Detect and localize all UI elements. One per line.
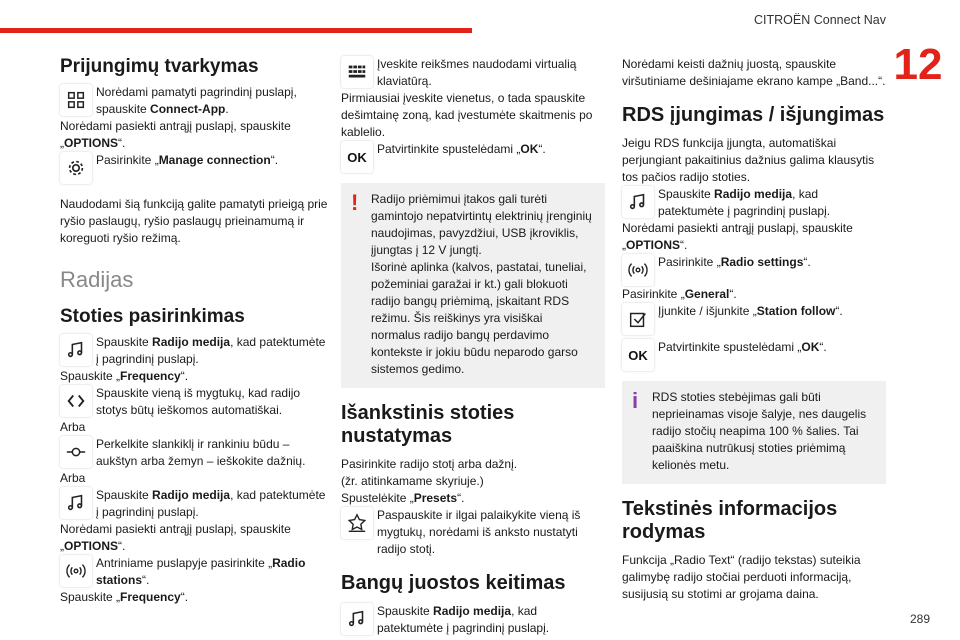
text-bold: OPTIONS xyxy=(64,136,119,150)
keyboard-icon xyxy=(341,56,373,88)
text-bold: Radio settings xyxy=(720,255,804,269)
text: Pasirinkite „ xyxy=(622,287,685,301)
heading-band: Bangų juostos keitimas xyxy=(341,572,566,594)
step-radio-media-4 xyxy=(622,186,886,220)
heading-rds: RDS įjungimas / išjungimas xyxy=(622,104,885,126)
paragraph: Arba xyxy=(60,471,86,485)
text: “. xyxy=(142,573,150,587)
text: “. xyxy=(835,304,843,318)
paragraph xyxy=(622,286,886,303)
step-keyboard xyxy=(341,56,605,90)
presets-icon xyxy=(341,507,373,539)
ok-label: OK xyxy=(628,347,648,363)
step-radio-media-2 xyxy=(60,487,328,521)
info-icon: i xyxy=(632,388,639,413)
text: “. xyxy=(270,153,279,167)
text-bold: Radijo medija xyxy=(152,335,231,349)
column-1 xyxy=(60,56,328,606)
chapter-number: 12 xyxy=(893,40,943,89)
text: , kad patektumėte į pagrindinį puslapį. xyxy=(96,488,326,519)
paragraph: Funkcija „Radio Text“ (radijo tekstas) suteikia galimybę radijo stočiai perduoti informaciją, susijusią su stotimi ar grojama daina. xyxy=(622,553,861,601)
text-bold: Radijo medija xyxy=(714,187,793,201)
text: “. xyxy=(819,340,827,354)
step-ok-2 xyxy=(622,339,886,371)
text-bold: Radio stations xyxy=(96,556,306,587)
text-bold: Frequency xyxy=(120,369,181,383)
paragraph xyxy=(60,368,328,385)
text: Patvirtinkite spustelėdami „ xyxy=(377,142,521,156)
step-radio-stations xyxy=(60,555,328,589)
text: Spauskite „ xyxy=(60,590,121,604)
checkbox-icon xyxy=(622,303,654,335)
warning-icon: ! xyxy=(351,190,359,215)
radio-settings-icon xyxy=(622,254,654,286)
heading-connections: Prijungimų tvarkymas xyxy=(60,56,259,77)
text: “. xyxy=(457,491,465,505)
heading-preset: Išankstinis stoties nustatymas xyxy=(341,402,515,447)
header-title: CITROËN Connect Nav xyxy=(754,13,886,27)
apps-icon xyxy=(60,84,92,116)
text-bold: Manage connection xyxy=(158,153,271,167)
text: Spauskite vieną iš mygtukų, kad radijo stotys būtų ieškomos automatiškai. xyxy=(96,386,301,417)
slider-icon xyxy=(60,436,92,468)
paragraph xyxy=(60,589,328,606)
column-2 xyxy=(341,56,605,637)
info-note xyxy=(622,381,886,484)
step-presets xyxy=(341,507,605,558)
music-note-icon xyxy=(60,334,92,366)
text: “. xyxy=(118,136,126,150)
text-bold: Radijo medija xyxy=(152,488,231,502)
text: Spauskite xyxy=(96,335,153,349)
text-bold: Presets xyxy=(413,491,458,505)
text: Spauskite „ xyxy=(60,369,121,383)
text: Pasirinkite „ xyxy=(96,153,159,167)
music-note-icon xyxy=(622,186,654,218)
step-radio-media xyxy=(60,334,328,368)
text: “. xyxy=(538,142,546,156)
text: Paspauskite ir ilgai palaikykite vieną iš mygtukų, norėdami iš anksto nustatyti radijo stotį. xyxy=(377,508,581,556)
text: “. xyxy=(180,590,189,604)
radio-stations-icon xyxy=(60,555,92,587)
text: Norėdami pamatyti pagrindinį puslapį, spauskite xyxy=(96,85,297,116)
step-connect-app xyxy=(60,84,328,118)
text-bold: Frequency xyxy=(120,590,181,604)
text: Spauskite xyxy=(96,488,153,502)
step-slider xyxy=(60,436,328,470)
warning-note xyxy=(341,183,605,388)
text: Spustelėkite „ xyxy=(341,491,414,505)
heading-text-info: Tekstinės informacijos rodymas xyxy=(622,498,838,543)
text: . xyxy=(225,102,229,116)
text-bold: OK xyxy=(801,340,820,354)
text-bold: Connect-App xyxy=(150,102,226,116)
ok-icon xyxy=(622,339,654,371)
text: “. xyxy=(118,539,126,553)
text: Spauskite xyxy=(658,187,715,201)
ok-label: OK xyxy=(347,149,367,165)
step-radio-media-3 xyxy=(341,603,605,637)
text: Norėdami pasiekti antrąjį puslapį, spauskite „ xyxy=(60,119,291,150)
chevrons-icon xyxy=(60,385,92,417)
text: Pasirinkite „ xyxy=(658,255,721,269)
text: Spauskite xyxy=(377,604,434,618)
paragraph xyxy=(60,118,328,152)
heading-station-select: Stoties pasirinkimas xyxy=(60,306,245,327)
page-number: 289 xyxy=(909,612,930,626)
header-accent-bar xyxy=(0,28,472,33)
music-note-icon xyxy=(60,487,92,519)
text: , kad patektumėte į pagrindinį puslapį. xyxy=(96,335,326,366)
column-3 xyxy=(622,56,886,603)
paragraph xyxy=(341,490,605,507)
text-bold: General xyxy=(684,287,730,301)
music-note-icon xyxy=(341,603,373,635)
text: “. xyxy=(729,287,737,301)
paragraph: Pasirinkite radijo stotį arba dažnį. xyxy=(341,457,518,471)
step-manage-connection xyxy=(60,152,328,184)
step-station-follow xyxy=(622,303,886,335)
text: Antriniame puslapyje pasirinkite „ xyxy=(96,556,273,570)
text-bold: Radijo medija xyxy=(433,604,512,618)
step-auto-search xyxy=(60,385,328,419)
text-bold: Station follow xyxy=(756,304,836,318)
text-bold: OPTIONS xyxy=(64,539,119,553)
text: Patvirtinkite spustelėdami „ xyxy=(658,340,802,354)
warning-text: Išorinė aplinka (kalvos, pastatai, tuneliai, požeminiai garažai ir kt.) gali blokuoti radijo bangų priėmimą, įskaitant RDS režimu. Šis reiškinys yra visiškai normalus radijo bangų perdavimo kontekste ir jokiu būdu neparodo garso sistemos gedimo. xyxy=(371,260,587,376)
text: Norėdami pasiekti antrąjį puslapį, spauskite „ xyxy=(60,522,291,553)
text: Norėdami pasiekti antrąjį puslapį, spauskite „ xyxy=(622,221,853,252)
paragraph: (žr. atitinkamame skyriuje.) xyxy=(341,474,484,488)
step-ok xyxy=(341,141,605,173)
text: Įjunkite / išjunkite „ xyxy=(658,304,757,318)
paragraph: Arba xyxy=(60,420,86,434)
paragraph xyxy=(60,521,328,555)
heading-radio: Radijas xyxy=(60,267,134,292)
text: “. xyxy=(803,255,811,269)
warning-text: Radijo priėmimui įtakos gali turėti gamintojo nepatvirtintų elektrinių įrenginių naudojimas, pavyzdžiui, USB įkroviklis, įjungtas į 12 V jungtį. xyxy=(371,192,592,257)
text: Perkelkite slankiklį ir rankiniu būdu – aukštyn arba žemyn – ieškokite dažnių. xyxy=(96,437,306,468)
text-bold: OK xyxy=(520,142,539,156)
paragraph xyxy=(622,220,886,254)
text: “. xyxy=(680,238,688,252)
text: “. xyxy=(180,369,189,383)
paragraph: Naudodami šią funkciją galite pamatyti prieigą prie ryšio paslaugų, ryšio paslaugų prieinamumą ir koreguoti ryšio režimą. xyxy=(60,197,328,245)
text-bold: OPTIONS xyxy=(626,238,681,252)
gear-icon xyxy=(60,152,92,184)
text: Įveskite reikšmes naudodami virtualią klaviatūrą. xyxy=(377,57,577,88)
text: , kad patektumėte į pagrindinį puslapį. xyxy=(377,604,550,635)
paragraph: Pirmiausiai įveskite vienetus, o tada spauskite dešimtainę zoną, kad įvestumėte skaitmenis po kablelio. xyxy=(341,91,593,139)
ok-icon xyxy=(341,141,373,173)
step-radio-settings xyxy=(622,254,886,286)
text: , kad patektumėte į pagrindinį puslapį. xyxy=(658,187,831,218)
paragraph: Jeigu RDS funkcija įjungta, automatiškai perjungiant pakaitinius dažnius galima klausytis tos pačios radijo stoties. xyxy=(622,136,875,184)
paragraph: Norėdami keisti dažnių juostą, spauskite viršutiniame dešiniajame ekrano kampe „Band...“. xyxy=(622,57,886,88)
info-text: RDS stoties stebėjimas gali būti neprieinamas visoje šalyje, nes daugelis radijo stočių neapima 100 % šalies. Tai paaiškina nutrūkusį stoties priėmimą kelionės metu. xyxy=(652,390,867,472)
